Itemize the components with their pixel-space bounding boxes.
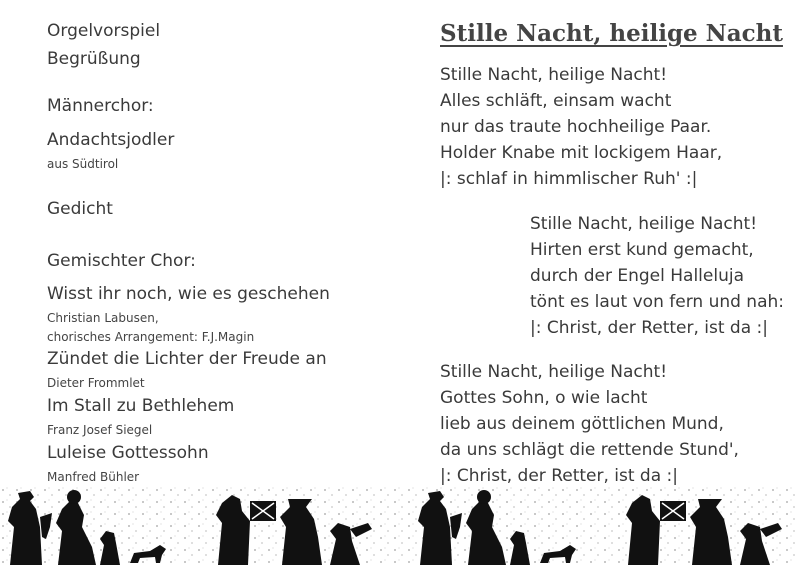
lyrics-title: Stille Nacht, heilige Nacht xyxy=(440,20,783,47)
program-item-andachtsjodler: Andachtsjodler xyxy=(47,130,175,150)
program-item-orgelvorspiel: Orgelvorspiel xyxy=(47,21,161,41)
verse-2 xyxy=(530,211,784,341)
verse-line: Alles schläft, einsam wacht xyxy=(440,91,672,111)
verse-line: Stille Nacht, heilige Nacht! xyxy=(530,214,758,234)
verse-line: |: Christ, der Retter, ist da :| xyxy=(530,318,768,338)
program-item-begruessung: Begrüßung xyxy=(47,49,141,69)
program-heading-gemischter-chor: Gemischter Chor: xyxy=(47,251,196,271)
program-song-composer: Dieter Frommlet xyxy=(47,376,145,390)
verse-line: Holder Knabe mit lockigem Haar, xyxy=(440,143,723,163)
program-song-composer: Manfred Bühler xyxy=(47,470,140,484)
program-song-composer: Franz Josef Siegel xyxy=(47,423,153,437)
program-song-title: Wisst ihr noch, wie es geschehen xyxy=(47,284,330,304)
verse-line: Stille Nacht, heilige Nacht! xyxy=(440,362,668,382)
verse-line: Stille Nacht, heilige Nacht! xyxy=(440,65,668,85)
verse-1 xyxy=(440,62,722,192)
silhouette-procession-icon xyxy=(0,487,800,565)
program-heading-maennerchor: Männerchor: xyxy=(47,96,154,116)
silhouette-procession-border xyxy=(0,487,800,565)
verse-3 xyxy=(440,359,739,489)
verse-line: lieb aus deinem göttlichen Mund, xyxy=(440,414,724,434)
program-song-arrangement: chorisches Arrangement: F.J.Magin xyxy=(47,330,255,344)
verse-line: Hirten erst kund gemacht, xyxy=(530,240,754,260)
program-song-title: Luleise Gottessohn xyxy=(47,443,209,463)
verse-line: Gottes Sohn, o wie lacht xyxy=(440,388,648,408)
verse-line: durch der Engel Halleluja xyxy=(530,266,744,286)
verse-line: nur das traute hochheilige Paar. xyxy=(440,117,712,137)
program-song-composer: Christian Labusen, xyxy=(47,311,159,325)
program-song-title: Im Stall zu Bethlehem xyxy=(47,396,235,416)
verse-line: da uns schlägt die rettende Stund', xyxy=(440,440,739,460)
verse-line: tönt es laut von fern und nah: xyxy=(530,292,785,312)
program-song-title: Zündet die Lichter der Freude an xyxy=(47,349,327,369)
verse-line: |: schlaf in himmlischer Ruh' :| xyxy=(440,169,698,189)
program-item-gedicht: Gedicht xyxy=(47,199,113,219)
program-item-andachtsjodler-origin: aus Südtirol xyxy=(47,157,119,171)
verse-line: |: Christ, der Retter, ist da :| xyxy=(440,466,678,486)
